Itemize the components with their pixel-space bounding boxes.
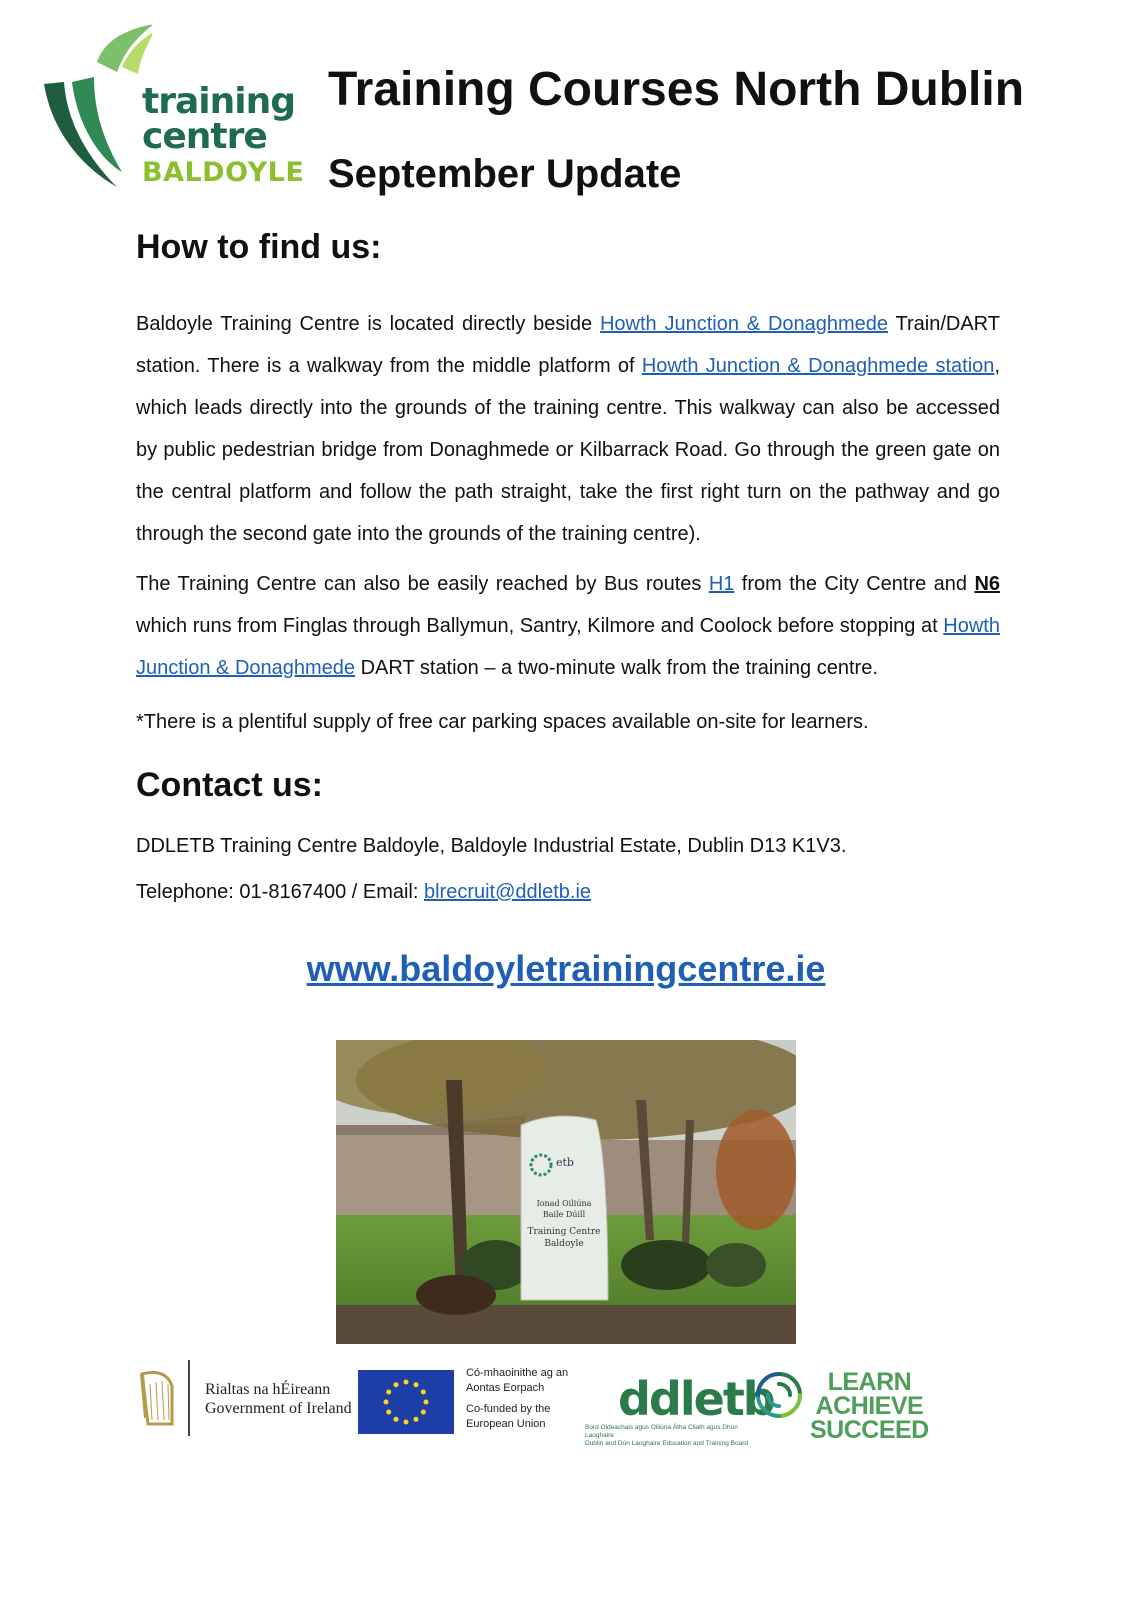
sign-line2: Baile Dúill (542, 1210, 586, 1219)
government-of-ireland-logo (205, 1380, 352, 1418)
las-succeed: SUCCEED (810, 1416, 929, 1444)
email-link[interactable]: blrecruit@ddletb.ie (423, 881, 592, 903)
text: Train/DART station. There is a walkway from the middle platform of (136, 313, 1000, 377)
ddletb-sub2: Dublin and Dún Laoghaire Education and Training Board (585, 1440, 748, 1447)
sign-brand: etb (556, 1156, 574, 1169)
gov-line1: Rialtas na hÉireann (205, 1381, 331, 1398)
address-text: DDLETB Training Centre Baldoyle, Baldoyle Industrial Estate, Dublin D13 K1V3. (136, 835, 847, 857)
ddletb-subtitle (585, 1424, 765, 1448)
section-heading-contact: Contact us: (136, 766, 323, 804)
page-title: Training Courses North Dublin (328, 63, 1025, 116)
swoosh-icon (42, 22, 152, 197)
text: Baldoyle Training Centre is located directly beside (136, 313, 600, 335)
section-heading-find-us: How to find us: (136, 228, 382, 266)
website-link[interactable]: www.baldoyletrainingcentre.ie (306, 948, 826, 989)
training-centre-logo (42, 22, 305, 197)
harp-icon (136, 1368, 178, 1428)
gov-line2: Government of Ireland (205, 1400, 352, 1417)
eu-line4: European Union (466, 1418, 546, 1430)
learn-achieve-succeed-logo (810, 1370, 929, 1442)
eu-line3: Co-funded by the (466, 1403, 551, 1415)
eu-line2: Aontas Eorpach (466, 1382, 545, 1394)
eu-line1: Có-mhaoinithe ag an (466, 1367, 569, 1379)
eu-cofunded-text (466, 1366, 568, 1432)
divider (188, 1360, 190, 1436)
page-subtitle: September Update (328, 152, 682, 196)
text: DART station – a two-minute walk from the training centre. (355, 657, 878, 679)
parking-note: *There is a plentiful supply of free car parking spaces available on-site for learners. (136, 711, 869, 733)
text: The Training Centre can also be easily reached by Bus routes (136, 573, 709, 595)
text: which runs from Finglas through Ballymun, Santry, Kilmore and Coolock before stopping at (136, 615, 944, 637)
las-achieve: ACHIEVE (815, 1392, 924, 1420)
logo-text-baldoyle: BALDOYLE (142, 157, 305, 188)
directions-paragraph (136, 303, 1000, 555)
sign-line4: Baldoyle (544, 1239, 584, 1249)
h1-bus-link[interactable]: H1 (708, 573, 735, 595)
training-centre-sign-photo (336, 1040, 796, 1344)
sign-line3: Training Centre (527, 1227, 601, 1237)
phone-label: Telephone: 01-8167400 / Email: (136, 881, 424, 903)
ddletb-logo-text: ddletb (618, 1372, 774, 1426)
eu-flag-icon (358, 1370, 454, 1434)
logo-text-centre: centre (142, 116, 267, 157)
howth-junction-link[interactable]: Howth Junction & Donaghmede (599, 313, 889, 335)
ddletb-sub1: Bord Oideachais agus Oiliúna Átha Cliath agus Dhún Laoghaire (585, 1424, 738, 1439)
text: from the City Centre and (734, 573, 975, 595)
howth-junction-dart-link[interactable]: Howth Junction & Donaghmede (136, 615, 1000, 679)
text: , which leads directly into the grounds of the training centre. This walkway can also be accessed by public pedestrian bridge from Donaghmede or Kilbarrack Road. Go through the green gate on the central platform and follow the path straight, take the first right turn on the pathway and go through the second gate into the grounds of the training centre). (136, 355, 1000, 545)
sign-line1: Ionad Oiliúna (536, 1199, 592, 1208)
phone-email-line (136, 878, 591, 906)
website-line (0, 948, 1132, 990)
howth-junction-station-link[interactable]: Howth Junction & Donaghmede station (641, 355, 995, 377)
n6-bus-link[interactable]: N6 (974, 573, 1001, 595)
ddletb-swirl-icon (752, 1368, 806, 1422)
las-learn: LEARN (827, 1368, 912, 1396)
logo-text-training: training (142, 81, 295, 122)
bus-routes-paragraph (136, 563, 1000, 689)
